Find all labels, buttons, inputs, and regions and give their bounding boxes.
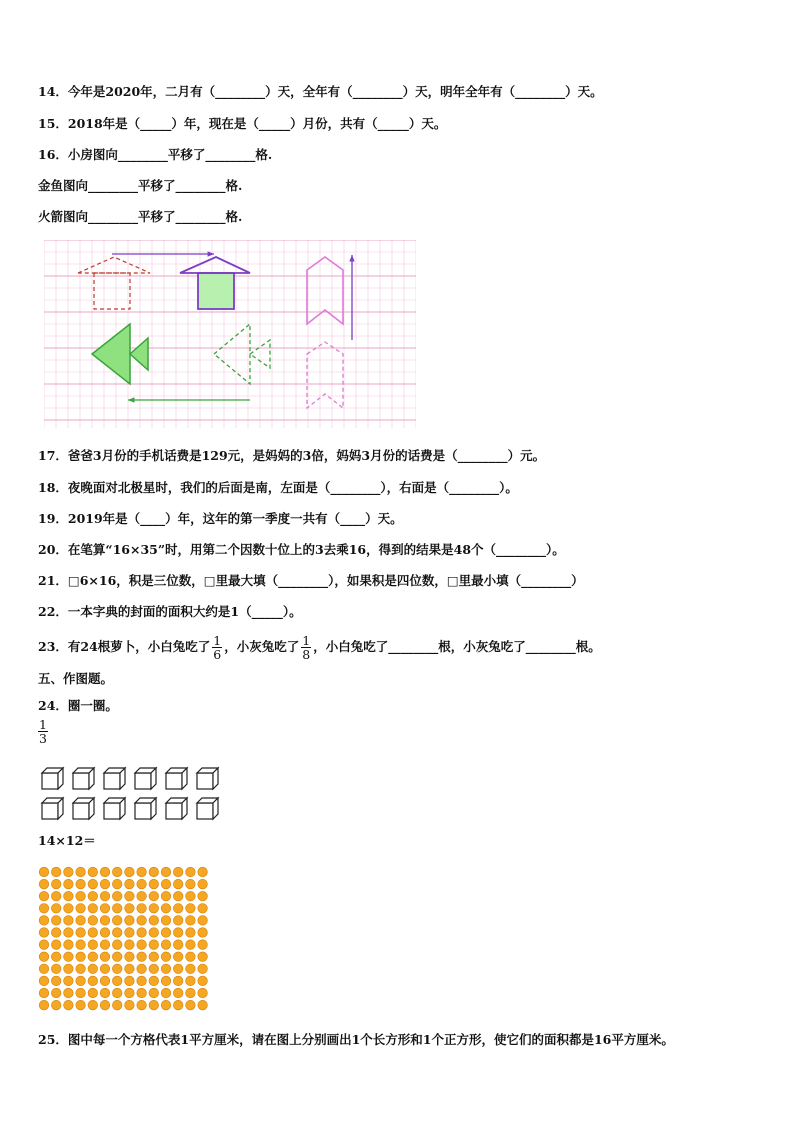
dot (76, 928, 86, 938)
dot (198, 952, 208, 962)
dot (137, 904, 147, 914)
cube-icon (73, 768, 94, 789)
dot (88, 916, 98, 926)
translation-figure (44, 240, 416, 428)
dot (198, 964, 208, 974)
dot-array (38, 866, 210, 1012)
fish-arrow (128, 397, 250, 402)
dot (186, 928, 196, 938)
dot (51, 940, 61, 950)
dot (76, 891, 86, 901)
dot (88, 879, 98, 889)
dot (64, 976, 74, 986)
dot (149, 1000, 159, 1010)
dot (186, 891, 196, 901)
dot (39, 928, 49, 938)
dot (112, 952, 122, 962)
dot (137, 879, 147, 889)
dot (64, 867, 74, 877)
question-23 (38, 630, 601, 664)
dot (186, 916, 196, 926)
dot (125, 940, 135, 950)
dot (198, 976, 208, 986)
dot (51, 1000, 61, 1010)
dot (112, 928, 122, 938)
dot (51, 891, 61, 901)
cube-icon (166, 798, 187, 819)
dot (186, 988, 196, 998)
dot (51, 879, 61, 889)
dot (161, 928, 171, 938)
dot (186, 879, 196, 889)
dot (137, 952, 147, 962)
dot (100, 988, 110, 998)
dot (149, 891, 159, 901)
dot (112, 891, 122, 901)
dot (76, 940, 86, 950)
dot (88, 976, 98, 986)
dot (173, 891, 183, 901)
dot (125, 1000, 135, 1010)
dot (198, 867, 208, 877)
dot (173, 940, 183, 950)
cube-icon (135, 768, 156, 789)
dot (64, 928, 74, 938)
dot (173, 916, 183, 926)
question-15: 15．2018年是（_____）年，现在是（_____）月份，共有（_____）天。 (38, 116, 447, 131)
dot (198, 988, 208, 998)
dot (173, 928, 183, 938)
dot (112, 879, 122, 889)
dot (186, 952, 196, 962)
dot (64, 964, 74, 974)
dot (161, 904, 171, 914)
dot (173, 976, 183, 986)
dot (186, 976, 196, 986)
question-16-rocket: 火箭图向________平移了________格. (38, 209, 243, 224)
dot (76, 879, 86, 889)
cube-icon (104, 768, 125, 789)
section-5-heading: 五、作图题。 (38, 671, 114, 686)
dot (88, 1000, 98, 1010)
dot (198, 891, 208, 901)
dot (173, 879, 183, 889)
dot (100, 879, 110, 889)
dot (100, 964, 110, 974)
dot (76, 964, 86, 974)
dot (137, 891, 147, 901)
fraction-one-third: $\frac{1}{3}$ (39, 717, 47, 746)
dot (198, 904, 208, 914)
dot (39, 891, 49, 901)
dot (112, 976, 122, 986)
question-20: 20．在笔算“16×35”时，用第二个因数十位上的3去乘16，得到的结果是48个（________）。 (38, 542, 565, 557)
dot (51, 904, 61, 914)
dot (125, 867, 135, 877)
rocket-moved (307, 257, 343, 324)
dot (161, 952, 171, 962)
dot (76, 976, 86, 986)
dot (149, 976, 159, 986)
dot (100, 904, 110, 914)
question-17: 17．爸爸3月份的手机话费是129元，是妈妈的3倍，妈妈3月份的话费是（________）元。 (38, 448, 546, 463)
q24-expression: 14×12＝ (38, 833, 96, 848)
question-22: 22．一本字典的封面的面积大约是1（_____）。 (38, 604, 302, 619)
dot (161, 1000, 171, 1010)
question-18: 18．夜晚面对北极星时，我们的后面是南，左面是（________），右面是（________）。 (38, 480, 518, 495)
dot (100, 891, 110, 901)
dot (88, 904, 98, 914)
dot (186, 1000, 196, 1010)
house-original (78, 257, 150, 309)
dot (137, 964, 147, 974)
dot (39, 988, 49, 998)
dot (39, 940, 49, 950)
question-21: 21．□6×16，积是三位数，□里最大填（________），如果积是四位数，□里最小填（________） (38, 573, 584, 588)
dot (64, 891, 74, 901)
question-24: 24．圈一圈。 (38, 698, 118, 713)
dot (112, 1000, 122, 1010)
dot (173, 964, 183, 974)
rocket-arrow (349, 255, 354, 340)
cube-group (40, 766, 230, 824)
dot (137, 940, 147, 950)
q23-part-b: ，小灰兔吃了 (224, 639, 300, 654)
dot (173, 904, 183, 914)
fish-original (92, 324, 148, 384)
dot (198, 928, 208, 938)
dot (149, 867, 159, 877)
cube-icon (104, 798, 125, 819)
question-19: 19．2019年是（____）年，这年的第一季度一共有（____）天。 (38, 511, 403, 526)
dot (88, 891, 98, 901)
dot (161, 976, 171, 986)
dot (100, 940, 110, 950)
dot (186, 867, 196, 877)
cube-icon (166, 768, 187, 789)
dot (100, 952, 110, 962)
dot (161, 891, 171, 901)
dot (149, 988, 159, 998)
q23-part-a: 23．有24根萝卜，小白兔吃了 (38, 639, 211, 654)
fish-moved (214, 324, 270, 384)
dot (88, 928, 98, 938)
dot (149, 904, 159, 914)
dot (88, 988, 98, 998)
dot (173, 1000, 183, 1010)
fraction-one-sixth: $\frac{1}{6}$ (213, 633, 222, 662)
dot (51, 916, 61, 926)
dot (137, 988, 147, 998)
dot (125, 988, 135, 998)
cube-icon (42, 768, 63, 789)
dot (112, 940, 122, 950)
dot (173, 952, 183, 962)
cube-icon (197, 798, 218, 819)
dot (51, 988, 61, 998)
cube-icon (73, 798, 94, 819)
dot (125, 916, 135, 926)
dot (64, 879, 74, 889)
dot (64, 904, 74, 914)
dot (112, 904, 122, 914)
dot (161, 879, 171, 889)
dot (51, 867, 61, 877)
question-14: 14．今年是2020年，二月有（________）天，全年有（________）天，明年全年有（________）天。 (38, 84, 603, 99)
dot (161, 964, 171, 974)
fraction-one-eighth: $\frac{1}{8}$ (302, 633, 311, 662)
dot (161, 988, 171, 998)
dot (125, 976, 135, 986)
dot (198, 1000, 208, 1010)
dot (100, 976, 110, 986)
dot (39, 867, 49, 877)
dot (100, 928, 110, 938)
dot (76, 988, 86, 998)
dot (161, 940, 171, 950)
dot (39, 1000, 49, 1010)
dot (39, 916, 49, 926)
dot (100, 1000, 110, 1010)
dot (88, 952, 98, 962)
dot (161, 867, 171, 877)
dot (64, 988, 74, 998)
q23-part-c: ，小白兔吃了________根，小灰兔吃了________根。 (313, 639, 601, 654)
dot (125, 964, 135, 974)
dot (64, 952, 74, 962)
dot (198, 879, 208, 889)
dot (149, 952, 159, 962)
dot (149, 916, 159, 926)
question-16-fish: 金鱼图向________平移了________格. (38, 178, 243, 193)
dot (39, 904, 49, 914)
dot (186, 964, 196, 974)
dot (100, 916, 110, 926)
dot (88, 867, 98, 877)
dot (186, 940, 196, 950)
dot (51, 964, 61, 974)
dot (39, 952, 49, 962)
cube-icon (42, 798, 63, 819)
q24-fraction (38, 718, 48, 745)
dot (125, 904, 135, 914)
dot (149, 879, 159, 889)
dot (149, 928, 159, 938)
dot (125, 891, 135, 901)
dot (149, 940, 159, 950)
dot (112, 916, 122, 926)
dot (88, 940, 98, 950)
dot (137, 1000, 147, 1010)
dot (125, 879, 135, 889)
dot (39, 879, 49, 889)
question-25: 25．图中每一个方格代表1平方厘米，请在图上分别画出1个长方形和1个正方形，使它们的面积都是16平方厘米。 (38, 1032, 674, 1047)
dot (125, 928, 135, 938)
dot (173, 867, 183, 877)
question-16: 16．小房图向________平移了________格. (38, 147, 273, 162)
cube-icon (197, 768, 218, 789)
rocket-original (307, 342, 343, 408)
dot (100, 867, 110, 877)
dot (173, 988, 183, 998)
dot (51, 928, 61, 938)
dot (39, 976, 49, 986)
dot (125, 952, 135, 962)
dot (76, 904, 86, 914)
dot (137, 928, 147, 938)
dot (76, 952, 86, 962)
dot (112, 988, 122, 998)
dot (76, 916, 86, 926)
dot (149, 964, 159, 974)
dot (51, 952, 61, 962)
dot (76, 1000, 86, 1010)
house-moved (180, 257, 250, 309)
dot (198, 940, 208, 950)
dot (137, 976, 147, 986)
dot (64, 916, 74, 926)
dot (198, 916, 208, 926)
cube-icon (135, 798, 156, 819)
dot (64, 940, 74, 950)
dot (51, 976, 61, 986)
dot (76, 867, 86, 877)
dot (112, 867, 122, 877)
dot (112, 964, 122, 974)
dot (137, 867, 147, 877)
dot (186, 904, 196, 914)
dot (161, 916, 171, 926)
dot (137, 916, 147, 926)
dot (88, 964, 98, 974)
dot (64, 1000, 74, 1010)
dot (39, 964, 49, 974)
